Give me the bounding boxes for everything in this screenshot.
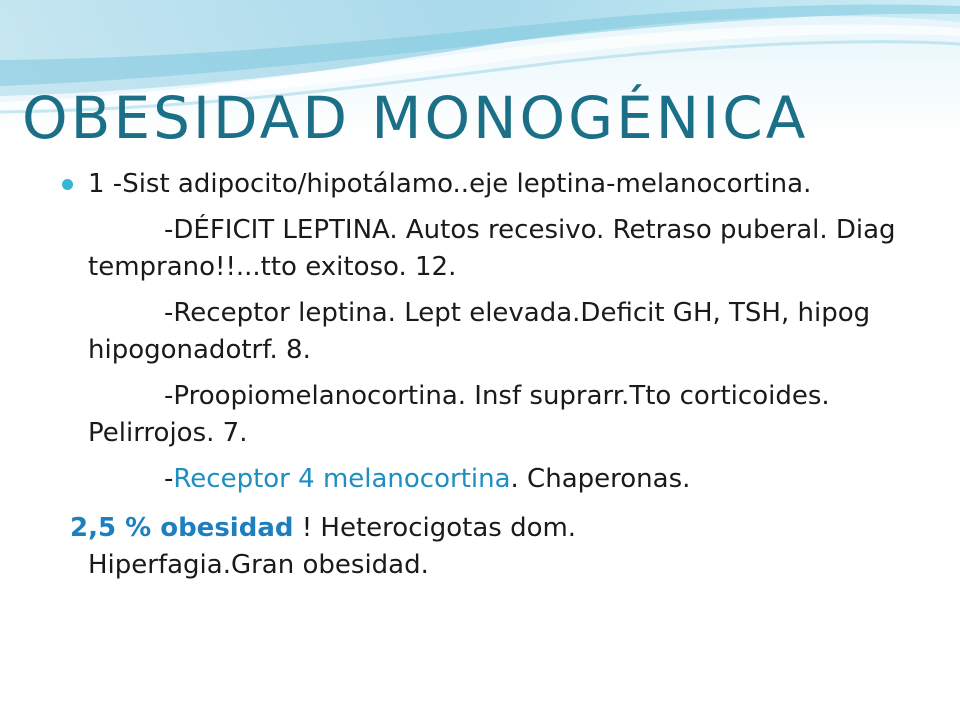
obesity-percentage: 2,5 % obesidad [70,513,294,543]
footer-line-2: Hiperfagia.Gran obesidad. [88,550,429,580]
list-item [62,212,942,286]
round-bullet-icon [62,179,73,190]
slide-body [62,166,942,593]
highlighted-term: Receptor 4 melanocortina [173,464,511,494]
list-item [62,461,942,498]
slide-title: OBESIDAD MONOGÉNICA [22,84,809,152]
list-item-rest: . Chaperonas. [510,464,691,494]
list-item-text: -Receptor leptina. Lept elevada.Deficit GH, TSH, hipog hipogonadotrf. 8. [88,298,871,365]
list-item-prefix: - [164,464,174,494]
list-item [62,295,942,369]
footer-line-1: ! Heterocigotas dom. [293,513,577,543]
footer-note [62,510,942,584]
list-item [62,378,942,452]
list-item-text: -Proopiomelanocortina. Insf suprarr.Tto corticoides. Pelirrojos. 7. [88,381,830,448]
list-item [62,166,942,203]
list-item-text: -DÉFICIT LEPTINA. Autos recesivo. Retraso puberal. Diag temprano!!...tto exitoso. 12. [88,215,896,282]
list-item-text: 1 -Sist adipocito/hipotálamo..eje leptina-melanocortina. [88,169,812,199]
